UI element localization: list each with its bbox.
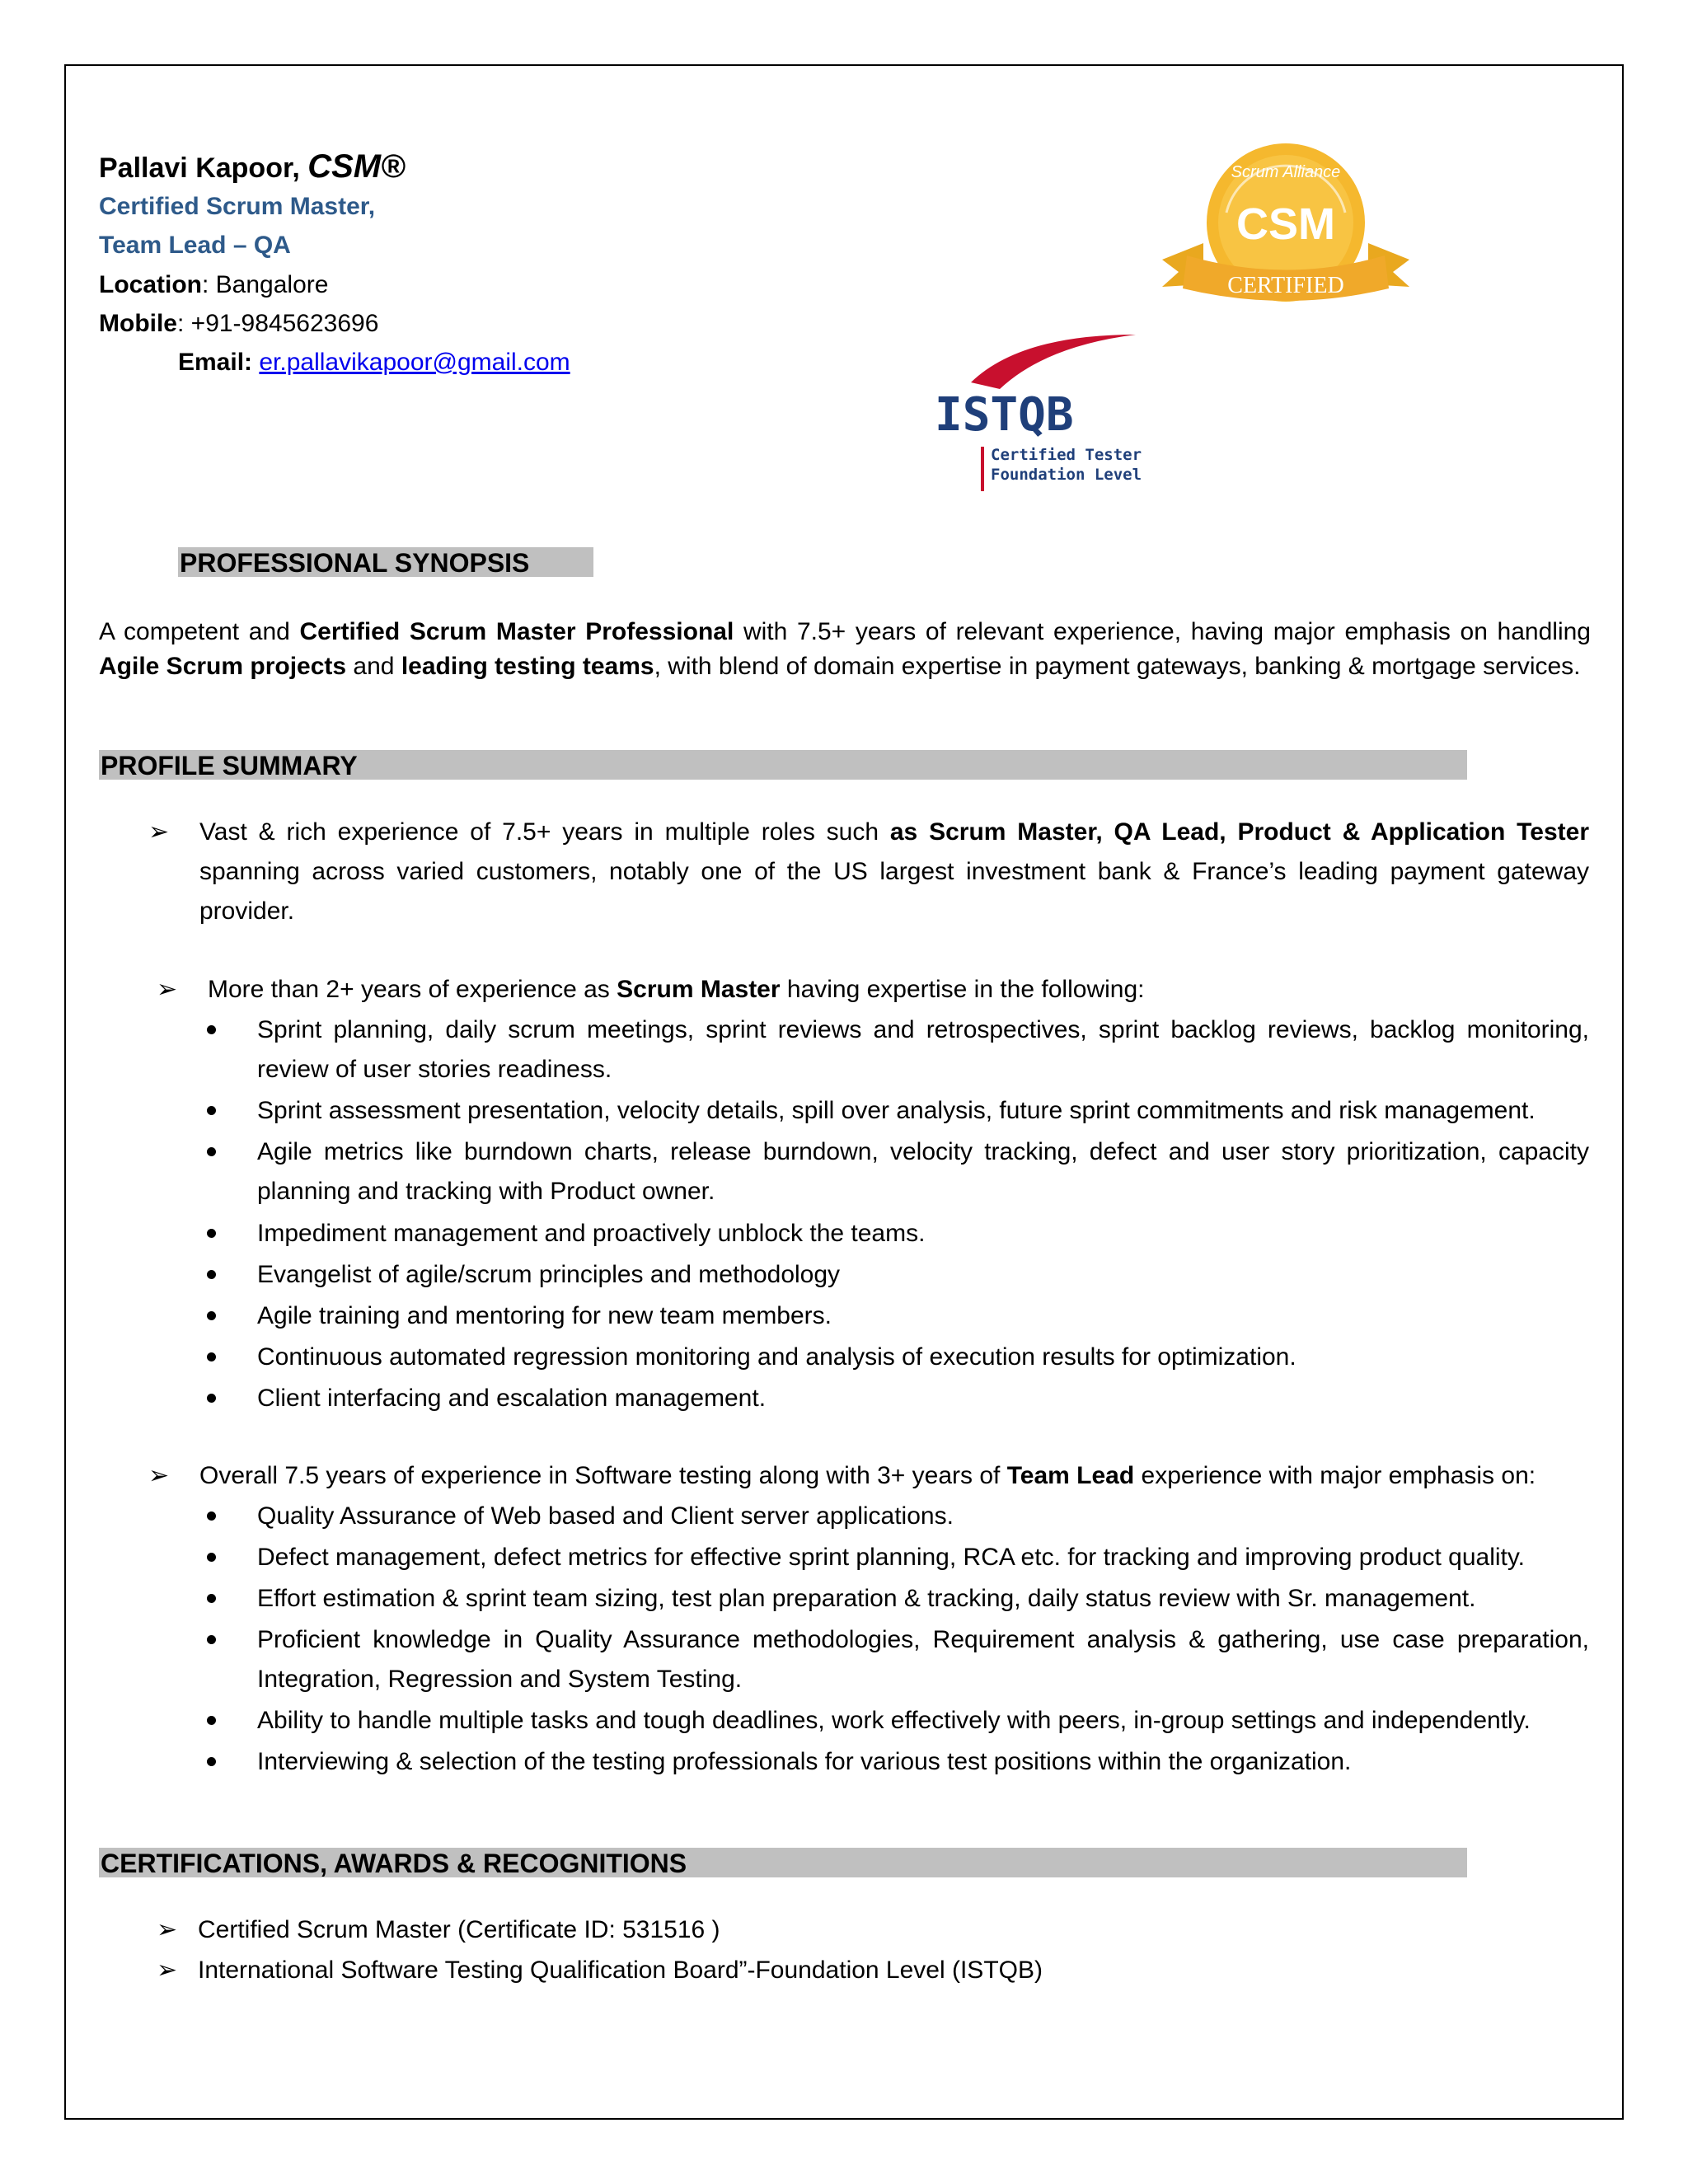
profile-item-2-p2: having expertise in the following: [780,976,1145,1003]
bullet-dot-icon [207,1270,216,1279]
lead-bullet-6: Interviewing & selection of the testing professionals for various test positions within the organization. [257,1748,1352,1775]
bullet-dot-icon [207,1106,216,1115]
profile-item-3-p2: experience with major emphasis on: [1134,1462,1536,1489]
mobile-label: Mobile [99,310,177,337]
synopsis-p4: , with blend of domain expertise in payment gateways, banking & mortgage services. [654,653,1581,680]
bullet-dot-icon [207,1229,216,1238]
synopsis-paragraph [99,615,1591,684]
csm-ribbon-text: CERTIFIED [1227,273,1344,298]
profile-item-3-p1: Overall 7.5 years of experience in Software testing along with 3+ years of [199,1462,1007,1489]
bullet-dot-icon [207,1716,216,1725]
bullet-dot-icon [207,1594,216,1603]
title-line-2: Team Lead – QA [99,232,291,259]
synopsis-heading-bar [178,547,593,577]
lead-bullet-4: Proficient knowledge in Quality Assurance methodologies, Requirement analysis & gathering, use case preparation, Integration, Regression and System Testing. [257,1626,1589,1693]
profile-item-1-p2: spanning across varied customers, notably one of the US largest investment bank & France’s leading payment gateway provider. [199,858,1589,925]
certification-item-2: International Software Testing Qualification Board”-Foundation Level (ISTQB) [198,1957,1043,1984]
synopsis-b2: Agile Scrum projects [99,653,347,680]
bullet-dot-icon [207,1025,216,1034]
profile-item-3-b1: Team Lead [1006,1462,1135,1489]
certifications-heading: CERTIFICATIONS, AWARDS & RECOGNITIONS [101,1849,687,1878]
scrum-bullet-6: Agile training and mentoring for new team members. [257,1302,832,1329]
scrum-bullet-4: Impediment management and proactively unblock the teams. [257,1220,926,1247]
arrow-bullet-icon: ➢ [148,818,170,846]
synopsis-p2: with 7.5+ years of relevant experience, having major emphasis on handling [734,618,1591,645]
lead-bullet-2: Defect management, defect metrics for effective sprint planning, RCA etc. for tracking and improving product quality. [257,1544,1525,1571]
certification-item-1: Certified Scrum Master (Certificate ID: 531516 ) [198,1916,720,1943]
location-label: Location [99,271,202,298]
scrum-bullet-7: Continuous automated regression monitoring and analysis of execution results for optimization. [257,1343,1296,1371]
scrum-bullet-1: Sprint planning, daily scrum meetings, sprint reviews and retrospectives, sprint backlog reviews, backlog monitoring, review of user stories readiness. [257,1016,1589,1083]
lead-bullet-3: Effort estimation & sprint team sizing, test plan preparation & tracking, daily status review with Sr. management. [257,1585,1476,1612]
email-link[interactable]: er.pallavikapoor@gmail.com [259,349,570,376]
bullet-dot-icon [207,1553,216,1562]
profile-item-2-b1: Scrum Master [617,976,781,1003]
arrow-bullet-icon: ➢ [148,1462,170,1489]
bullet-dot-icon [207,1511,216,1521]
profile-item-1-b1: as Scrum Master, QA Lead, Product & Application Tester [889,818,1589,846]
mobile-line [99,309,378,339]
scrum-bullet-3: Agile metrics like burndown charts, release burndown, velocity tracking, defect and user story prioritization, capacity planning and tracking with Product owner. [257,1138,1589,1205]
profile-heading-bar [99,750,1467,780]
profile-item-1 [199,813,1589,931]
location-value: : Bangalore [202,271,329,298]
istqb-main-text: ISTQB [935,388,1074,442]
csm-arc-text: Scrum Alliance [1231,163,1341,181]
scrum-bullet-2: Sprint assessment presentation, velocity details, spill over analysis, future sprint commitments and risk management. [257,1097,1536,1124]
scrum-bullet-5: Evangelist of agile/scrum principles and methodology [257,1261,841,1288]
profile-item-2-p1: More than 2+ years of experience as [208,976,617,1003]
bullet-dot-icon [207,1352,216,1361]
synopsis-b1: Certified Scrum Master Professional [299,618,734,645]
scrum-bullet-8: Client interfacing and escalation management. [257,1385,767,1412]
lead-bullet-1: Quality Assurance of Web based and Client server applications. [257,1502,954,1530]
profile-item-1-p1: Vast & rich experience of 7.5+ years in multiple roles such [199,818,890,846]
istqb-line2-text: Foundation Level [991,466,1142,484]
location-line [99,270,328,300]
bullet-dot-icon [207,1635,216,1644]
mobile-value: : +91-9845623696 [177,310,379,337]
synopsis-p1: A competent and [99,618,300,645]
bullet-dot-icon [207,1394,216,1403]
candidate-name [99,148,406,185]
title-line-1: Certified Scrum Master, [99,193,376,220]
bullet-dot-icon [207,1757,216,1766]
synopsis-heading: PROFESSIONAL SYNOPSIS [180,548,530,578]
istqb-badge [930,331,1144,493]
bullet-dot-icon [207,1311,216,1320]
credential-text: CSM® [307,148,406,185]
email-line [178,348,570,377]
name-text: Pallavi Kapoor, [99,152,300,184]
email-label: Email: [178,349,253,376]
bullet-dot-icon [207,1147,216,1156]
profile-item-2 [208,970,1144,1010]
csm-main-text: CSM [1236,199,1335,249]
arrow-bullet-icon: ➢ [157,1916,178,1943]
csm-certified-badge [1154,140,1418,321]
synopsis-p3: and [346,653,401,680]
arrow-bullet-icon: ➢ [157,976,178,1003]
synopsis-b3: leading testing teams [401,653,654,680]
istqb-line1-text: Certified Tester [991,446,1142,464]
arrow-bullet-icon: ➢ [157,1957,178,1984]
certifications-heading-bar [99,1848,1467,1877]
profile-item-3 [199,1456,1536,1496]
profile-heading: PROFILE SUMMARY [101,751,358,780]
lead-bullet-5: Ability to handle multiple tasks and tough deadlines, work effectively with peers, in-group settings and independently. [257,1707,1531,1734]
